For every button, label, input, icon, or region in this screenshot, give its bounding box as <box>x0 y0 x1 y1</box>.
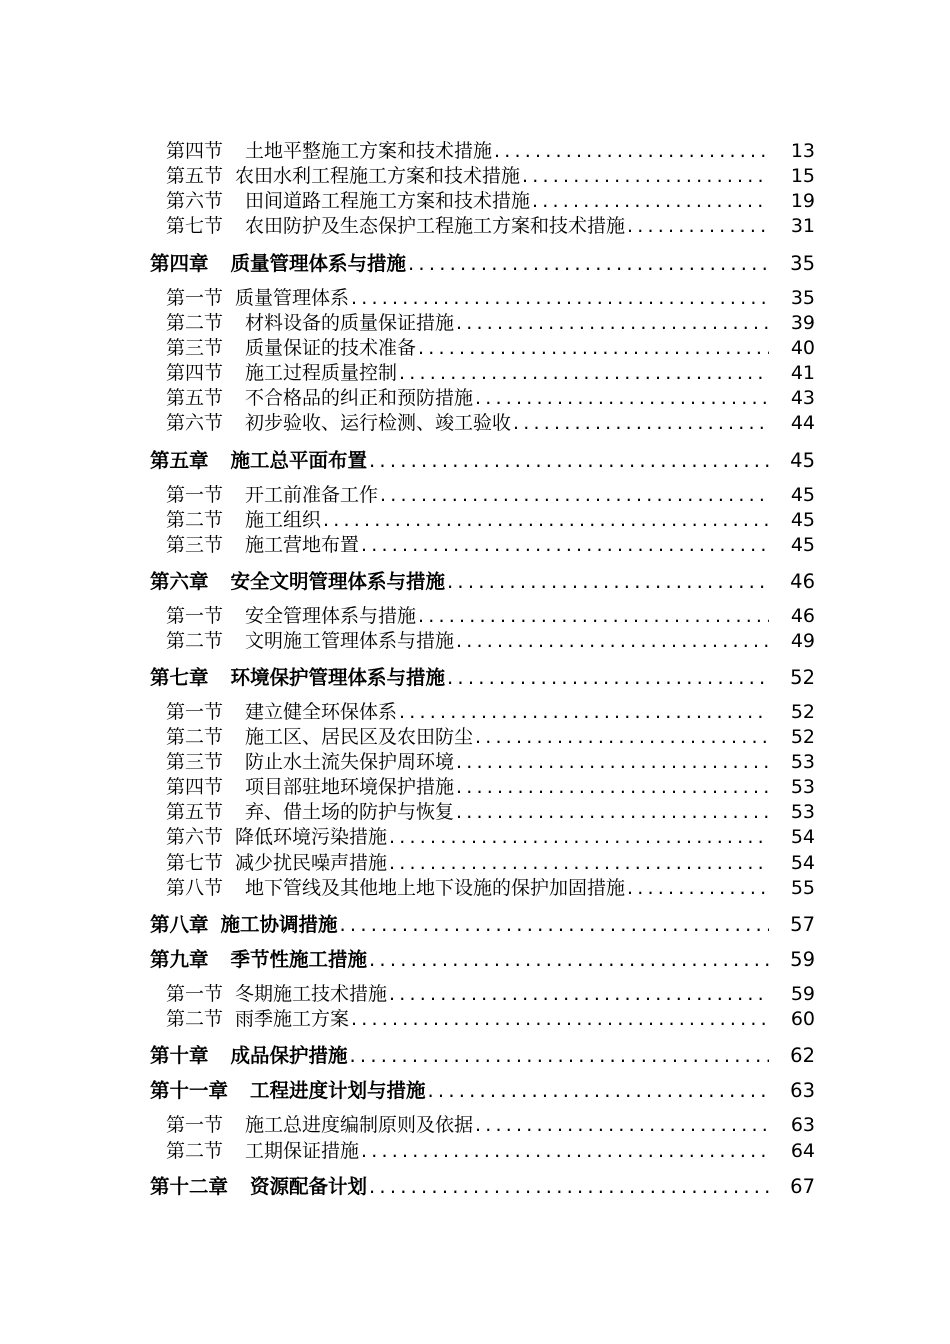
toc-entry-text <box>150 1080 769 1102</box>
page-number: 41 <box>790 362 815 384</box>
section-title: 雨季施工方案 <box>235 1008 350 1030</box>
section-number: 第二节 <box>166 1140 224 1162</box>
toc-chapter-row[interactable] <box>0 568 950 593</box>
dot-leader <box>454 776 769 798</box>
section-number: 第二节 <box>166 726 224 748</box>
toc-entry-text <box>166 362 769 384</box>
toc-entry-text <box>166 387 769 409</box>
page-number: 13 <box>790 140 815 162</box>
page-number: 59 <box>790 983 815 1005</box>
section-number: 第一节 <box>166 701 224 723</box>
page-number: 39 <box>790 312 815 334</box>
toc-section-row[interactable] <box>0 213 950 237</box>
chapter-title: 施工总平面布置 <box>230 450 368 472</box>
dot-leader <box>416 337 769 359</box>
chapter-title: 安全文明管理体系与措施 <box>230 571 446 593</box>
section-title: 质量保证的技术准备 <box>245 337 417 359</box>
section-number: 第二节 <box>166 509 224 531</box>
page-number: 57 <box>790 913 815 936</box>
section-number: 第一节 <box>166 287 224 309</box>
dot-leader <box>348 1045 769 1067</box>
section-number: 第二节 <box>166 630 224 652</box>
toc-section-row[interactable] <box>0 188 950 212</box>
toc-section-row[interactable] <box>0 749 950 773</box>
toc-section-row[interactable] <box>0 335 950 359</box>
chapter-number: 第十二章 <box>150 1176 229 1198</box>
page-number: 60 <box>790 1008 815 1030</box>
toc-entry-text <box>166 801 769 823</box>
toc-entry-text <box>150 450 769 472</box>
dot-leader <box>473 387 769 409</box>
chapter-number: 第五章 <box>150 450 209 472</box>
section-title: 建立健全环保体系 <box>245 701 398 723</box>
page-number: 46 <box>790 570 815 593</box>
section-title: 防止水土流失保护周环境 <box>245 751 455 773</box>
section-number: 第六节 <box>166 190 224 212</box>
section-title: 农田水利工程施工方案和技术措施 <box>235 165 521 187</box>
toc-chapter-row[interactable] <box>0 250 950 275</box>
toc-entry-text <box>150 914 769 936</box>
section-number: 第四节 <box>166 362 224 384</box>
section-number: 第二节 <box>166 312 224 334</box>
page-number: 35 <box>790 252 815 275</box>
toc-section-row[interactable] <box>0 163 950 187</box>
toc-section-row[interactable] <box>0 724 950 748</box>
section-title: 弃、借土场的防护与恢复 <box>245 801 455 823</box>
chapter-title: 施工协调措施 <box>220 914 338 936</box>
chapter-title: 资源配备计划 <box>250 1176 368 1198</box>
section-title: 不合格品的纠正和预防措施 <box>245 387 474 409</box>
toc-entry-text <box>166 776 769 798</box>
toc-entry-text <box>166 877 769 899</box>
dot-leader <box>454 312 769 334</box>
page-number: 55 <box>790 877 815 899</box>
page-number: 54 <box>790 826 815 848</box>
chapter-title: 工程进度计划与措施 <box>250 1080 426 1102</box>
chapter-number: 第四章 <box>150 253 209 275</box>
section-number: 第六节 <box>166 826 224 848</box>
page-number: 46 <box>790 605 815 627</box>
section-title: 初步验收、运行检测、竣工验收 <box>245 412 512 434</box>
section-number: 第一节 <box>166 1114 224 1136</box>
dot-leader <box>378 484 769 506</box>
toc-section-row[interactable] <box>0 824 950 848</box>
toc-entry-text <box>166 484 769 506</box>
toc-entry-text <box>166 337 769 359</box>
toc-entry-text <box>150 571 769 593</box>
section-number: 第二节 <box>166 1008 224 1030</box>
section-title: 土地平整施工方案和技术措施 <box>245 140 493 162</box>
section-number: 第八节 <box>166 877 224 899</box>
toc-chapter-row[interactable] <box>0 447 950 472</box>
toc-section-row[interactable] <box>0 1006 950 1030</box>
toc-entry-text <box>166 215 769 237</box>
toc-section-row[interactable] <box>0 774 950 798</box>
dot-leader <box>387 852 769 874</box>
section-number: 第三节 <box>166 751 224 773</box>
dot-leader <box>445 667 769 689</box>
toc-section-row[interactable] <box>0 310 950 334</box>
chapter-number: 第十章 <box>150 1045 209 1067</box>
dot-leader <box>367 1176 769 1198</box>
toc-entry-text <box>150 1045 769 1067</box>
dot-leader <box>367 949 769 971</box>
toc-section-row[interactable] <box>0 1112 950 1136</box>
page-number: 52 <box>790 666 815 689</box>
toc-entry-text <box>150 253 769 275</box>
section-title: 质量管理体系 <box>235 287 350 309</box>
dot-leader <box>625 877 769 899</box>
toc-entry-text <box>166 852 769 874</box>
page-number: 40 <box>790 337 815 359</box>
chapter-title: 质量管理体系与措施 <box>230 253 407 275</box>
dot-leader <box>349 1008 769 1030</box>
page-number: 45 <box>790 534 815 556</box>
toc-section-row[interactable] <box>0 138 950 162</box>
page-number: 63 <box>790 1114 815 1136</box>
page-number: 49 <box>790 630 815 652</box>
toc-section-row[interactable] <box>0 850 950 874</box>
page-number: 53 <box>790 776 815 798</box>
section-title: 施工组织 <box>245 509 322 531</box>
dot-leader <box>426 1080 769 1102</box>
toc-section-row[interactable] <box>0 532 950 556</box>
section-title: 安全管理体系与措施 <box>245 605 417 627</box>
chapter-number: 第九章 <box>150 949 209 971</box>
page-number: 43 <box>790 387 815 409</box>
toc-entry-text <box>166 826 769 848</box>
page-number: 67 <box>790 1175 815 1198</box>
section-number: 第七节 <box>166 215 224 237</box>
toc-chapter-row[interactable] <box>0 1077 950 1102</box>
dot-leader <box>520 165 769 187</box>
section-number: 第三节 <box>166 337 224 359</box>
dot-leader <box>359 1140 769 1162</box>
toc-entry-text <box>166 312 769 334</box>
toc-section-row[interactable] <box>0 603 950 627</box>
toc-section-row[interactable] <box>0 410 950 434</box>
dot-leader <box>445 571 769 593</box>
section-title: 冬期施工技术措施 <box>235 983 388 1005</box>
dot-leader <box>473 726 769 748</box>
dot-leader <box>387 983 769 1005</box>
dot-leader <box>511 412 769 434</box>
toc-section-row[interactable] <box>0 799 950 823</box>
page-number: 52 <box>790 701 815 723</box>
toc-entry-text <box>166 140 769 162</box>
page-number: 54 <box>790 852 815 874</box>
page-number: 35 <box>790 287 815 309</box>
dot-leader <box>349 287 769 309</box>
toc-section-row[interactable] <box>0 482 950 506</box>
chapter-number: 第十一章 <box>150 1080 229 1102</box>
chapter-number: 第六章 <box>150 571 209 593</box>
page-number: 45 <box>790 449 815 472</box>
dot-leader <box>406 253 769 275</box>
dot-leader <box>367 450 769 472</box>
section-number: 第三节 <box>166 534 224 556</box>
dot-leader <box>454 630 769 652</box>
section-title: 文明施工管理体系与措施 <box>245 630 455 652</box>
page-number: 31 <box>790 215 815 237</box>
page-number: 45 <box>790 484 815 506</box>
section-number: 第六节 <box>166 412 224 434</box>
toc-entry-text <box>166 509 769 531</box>
section-title: 减少扰民噪声措施 <box>235 852 388 874</box>
toc-section-row[interactable] <box>0 1138 950 1162</box>
toc-chapter-row[interactable] <box>0 664 950 689</box>
page-number: 53 <box>790 751 815 773</box>
toc-entry-text <box>166 190 769 212</box>
section-number: 第五节 <box>166 165 224 187</box>
toc-chapter-row[interactable] <box>0 911 950 936</box>
toc-entry-text <box>150 949 769 971</box>
toc-section-row[interactable] <box>0 628 950 652</box>
toc-entry-text <box>166 412 769 434</box>
toc-entry-text <box>166 1008 769 1030</box>
toc-chapter-row[interactable] <box>0 1042 950 1067</box>
dot-leader <box>454 801 769 823</box>
dot-leader <box>397 701 769 723</box>
page-number: 15 <box>790 165 815 187</box>
dot-leader <box>387 826 769 848</box>
toc-entry-text <box>166 983 769 1005</box>
toc-section-row[interactable] <box>0 360 950 384</box>
chapter-title: 环境保护管理体系与措施 <box>230 667 446 689</box>
chapter-title: 成品保护措施 <box>230 1045 348 1067</box>
toc-entry-text <box>166 726 769 748</box>
dot-leader <box>338 914 769 936</box>
section-title: 施工过程质量控制 <box>245 362 398 384</box>
section-title: 施工总进度编制原则及依据 <box>245 1114 474 1136</box>
dot-leader <box>454 751 769 773</box>
toc-section-row[interactable] <box>0 699 950 723</box>
toc-section-row[interactable] <box>0 285 950 309</box>
dot-leader <box>530 190 769 212</box>
dot-leader <box>397 362 769 384</box>
section-number: 第七节 <box>166 852 224 874</box>
dot-leader <box>321 509 769 531</box>
toc-entry-text <box>166 605 769 627</box>
section-title: 施工区、居民区及农田防尘 <box>245 726 474 748</box>
chapter-number: 第七章 <box>150 667 209 689</box>
toc-chapter-row[interactable] <box>0 946 950 971</box>
section-number: 第四节 <box>166 776 224 798</box>
section-title: 施工营地布置 <box>245 534 360 556</box>
section-title: 农田防护及生态保护工程施工方案和技术措施 <box>245 215 626 237</box>
dot-leader <box>416 605 769 627</box>
toc-section-row[interactable] <box>0 875 950 899</box>
section-title: 材料设备的质量保证措施 <box>245 312 455 334</box>
toc-section-row[interactable] <box>0 385 950 409</box>
page-number: 62 <box>790 1044 815 1067</box>
dot-leader <box>492 140 769 162</box>
page-number: 45 <box>790 509 815 531</box>
toc-section-row[interactable] <box>0 981 950 1005</box>
section-title: 田间道路工程施工方案和技术措施 <box>245 190 531 212</box>
toc-entry-text <box>166 701 769 723</box>
page-number: 53 <box>790 801 815 823</box>
toc-entry-text <box>166 534 769 556</box>
chapter-number: 第八章 <box>150 914 209 936</box>
toc-entry-text <box>166 630 769 652</box>
section-title: 开工前准备工作 <box>245 484 379 506</box>
page-number: 63 <box>790 1079 815 1102</box>
page-number: 64 <box>790 1140 815 1162</box>
dot-leader <box>473 1114 769 1136</box>
toc-entry-text <box>166 287 769 309</box>
section-number: 第一节 <box>166 484 224 506</box>
toc-entry-text <box>166 165 769 187</box>
toc-entry-text <box>166 1140 769 1162</box>
toc-entry-text <box>150 1176 769 1198</box>
dot-leader <box>359 534 769 556</box>
section-number: 第一节 <box>166 983 224 1005</box>
toc-entry-text <box>150 667 769 689</box>
dot-leader <box>625 215 769 237</box>
toc-section-row[interactable] <box>0 507 950 531</box>
section-title: 降低环境污染措施 <box>235 826 388 848</box>
page-number: 19 <box>790 190 815 212</box>
section-number: 第五节 <box>166 387 224 409</box>
chapter-title: 季节性施工措施 <box>230 949 368 971</box>
section-number: 第一节 <box>166 605 224 627</box>
page-number: 52 <box>790 726 815 748</box>
page-number: 44 <box>790 412 815 434</box>
section-title: 地下管线及其他地上地下设施的保护加固措施 <box>245 877 626 899</box>
toc-chapter-row[interactable] <box>0 1173 950 1198</box>
section-title: 项目部驻地环境保护措施 <box>245 776 455 798</box>
toc-entry-text <box>166 1114 769 1136</box>
section-number: 第四节 <box>166 140 224 162</box>
section-number: 第五节 <box>166 801 224 823</box>
page-number: 59 <box>790 948 815 971</box>
section-title: 工期保证措施 <box>245 1140 360 1162</box>
toc-entry-text <box>166 751 769 773</box>
